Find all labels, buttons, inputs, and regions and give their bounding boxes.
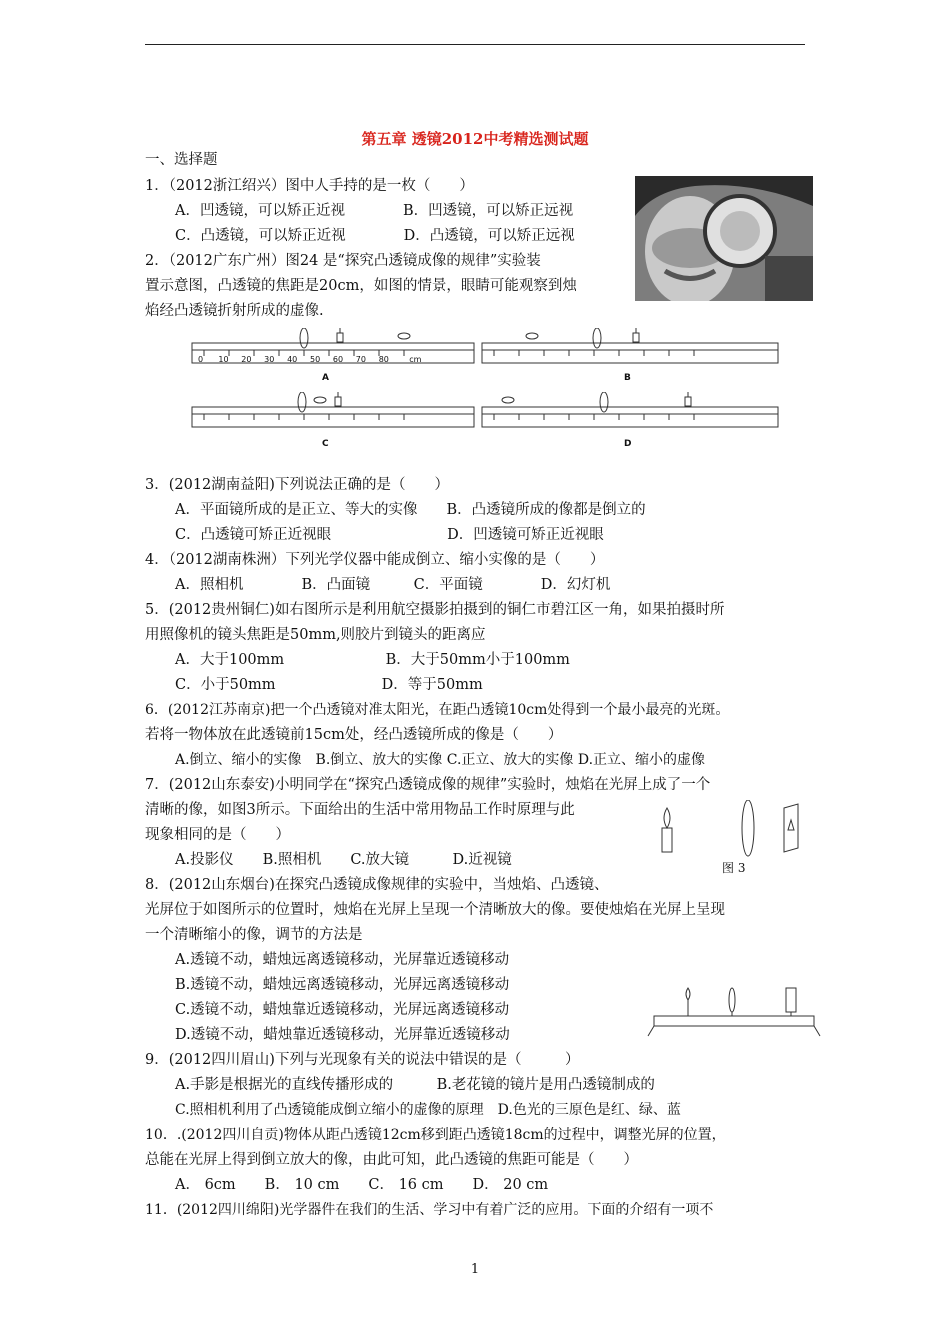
q8-option-d: D.透镜不动，蜡烛靠近透镜移动，光屏靠近透镜移动 bbox=[175, 1027, 510, 1043]
question-2: 2．（2012广东广州）图24 是“探究凸透镜成像的规律”实验装 bbox=[145, 253, 541, 269]
question-7: 7．(2012山东泰安)小明同学在“探究凸透镜成像的规律”实验时，烛焰在光屏上成了一个 bbox=[145, 777, 711, 793]
question-3: 3．(2012湖南益阳)下列说法正确的是（ ） bbox=[145, 477, 449, 493]
q9-options-cd: C.照相机利用了凸透镜能成倒立缩小的虚像的原理 D.色光的三原色是红、绿、蓝 bbox=[175, 1102, 681, 1118]
q8-option-a: A.透镜不动，蜡烛远离透镜移动，光屏靠近透镜移动 bbox=[175, 952, 510, 968]
question-11: 11．(2012四川绵阳)光学器件在我们的生活、学习中有着广泛的应用。下面的介绍有一项不 bbox=[145, 1202, 714, 1218]
question-7-line2: 清晰的像，如图3所示。下面给出的生活中常用物品工作时原理与此 bbox=[145, 802, 575, 818]
q6-options: A.倒立、缩小的实像 B.倒立、放大的实像 C.正立、放大的实像 D.正立、缩小的虚像 bbox=[175, 752, 706, 768]
question-1: 1．（2012浙江绍兴）图中人手持的是一枚（ ） bbox=[145, 178, 474, 194]
figure-label-c: C bbox=[322, 439, 329, 449]
question-5: 5．(2012贵州铜仁)如右图所示是利用航空摄影拍摄到的铜仁市碧江区一角，如果拍摄时所 bbox=[145, 602, 725, 618]
question-7-line3: 现象相同的是（ ） bbox=[145, 827, 290, 843]
question-8-line3: 一个清晰缩小的像，调节的方法是 bbox=[145, 927, 363, 943]
question-10-line2: 总能在光屏上得到倒立放大的像，由此可知，此凸透镜的焦距可能是（ ） bbox=[145, 1152, 638, 1168]
question-6: 6．(2012江苏南京)把一个凸透镜对准太阳光，在距凸透镜10cm处得到一个最小最亮的光斑。 bbox=[145, 702, 730, 718]
q3-options-ab: A．平面镜所成的是正立、等大的实像 B．凸透镜所成的像都是倒立的 bbox=[175, 502, 646, 518]
section-heading: 一、选择题 bbox=[145, 152, 218, 168]
q10-options: A． 6cm B． 10 cm C． 16 cm D． 20 cm bbox=[175, 1177, 549, 1193]
question-8: 8．(2012山东烟台)在探究凸透镜成像规律的实验中，当烛焰、凸透镜、 bbox=[145, 877, 609, 893]
figure-label-b: B bbox=[624, 373, 631, 383]
figure-label-a: A bbox=[322, 373, 329, 383]
question-2-line3: 焰经凸透镜折射所成的虚像. bbox=[145, 303, 324, 319]
figure-label-d: D bbox=[624, 439, 632, 449]
q1-options-ab: A．凹透镜，可以矫正近视 B．凹透镜，可以矫正远视 bbox=[175, 203, 574, 219]
figure-3-caption: 图 3 bbox=[722, 861, 746, 875]
q5-options-cd: C．小于50mm D．等于50mm bbox=[175, 677, 483, 693]
optical-bench-diagram bbox=[646, 970, 821, 1038]
question-9: 9．(2012四川眉山)下列与光现象有关的说法中错误的是（ ） bbox=[145, 1052, 580, 1068]
q8-option-b: B.透镜不动，蜡烛远离透镜移动，光屏远离透镜移动 bbox=[175, 977, 510, 993]
question-4: 4．（2012湖南株洲）下列光学仪器中能成倒立、缩小实像的是（ ） bbox=[145, 552, 605, 568]
header-rule bbox=[145, 44, 805, 45]
ruler-figure-c bbox=[190, 392, 475, 452]
page-number: 1 bbox=[470, 1262, 480, 1277]
q1-options-cd: C．凸透镜，可以矫正近视 D．凸透镜，可以矫正远视 bbox=[175, 228, 575, 244]
q4-options: A．照相机 B．凸面镜 C．平面镜 D．幻灯机 bbox=[175, 577, 611, 593]
ruler-a-ticks: 0 10 20 30 40 50 60 70 80 cm bbox=[198, 355, 422, 364]
question-2-line2: 置示意图，凸透镜的焦距是20cm，如图的情景，眼睛可能观察到烛 bbox=[145, 278, 577, 294]
page-title: 第五章 透镜2012中考精选测试题 bbox=[361, 130, 589, 148]
question-5-line2: 用照像机的镜头焦距是50mm,则胶片到镜头的距离应 bbox=[145, 627, 486, 643]
q5-options-ab: A．大于100mm B．大于50mm小于100mm bbox=[175, 652, 570, 668]
q9-options-ab: A.手影是根据光的直线传播形成的 B.老花镜的镜片是用凸透镜制成的 bbox=[175, 1077, 655, 1093]
q7-options: A.投影仪 B.照相机 C.放大镜 D.近视镜 bbox=[175, 852, 512, 868]
q8-option-c: C.透镜不动，蜡烛靠近透镜移动，光屏远离透镜移动 bbox=[175, 1002, 510, 1018]
question-6-line2: 若将一物体放在此透镜前15cm处，经凸透镜所成的像是（ ） bbox=[145, 727, 563, 743]
question-8-line2: 光屏位于如图所示的位置时，烛焰在光屏上呈现一个清晰放大的像。要使烛焰在光屏上呈现 bbox=[145, 902, 725, 918]
q3-options-cd: C．凸透镜可矫正近视眼 D．凹透镜可矫正近视眼 bbox=[175, 527, 604, 543]
question-10: 10．.(2012四川自贡)物体从距凸透镜12cm移到距凸透镜18cm的过程中，调整光屏的位置， bbox=[145, 1127, 726, 1143]
photo-magnifier bbox=[635, 176, 813, 301]
